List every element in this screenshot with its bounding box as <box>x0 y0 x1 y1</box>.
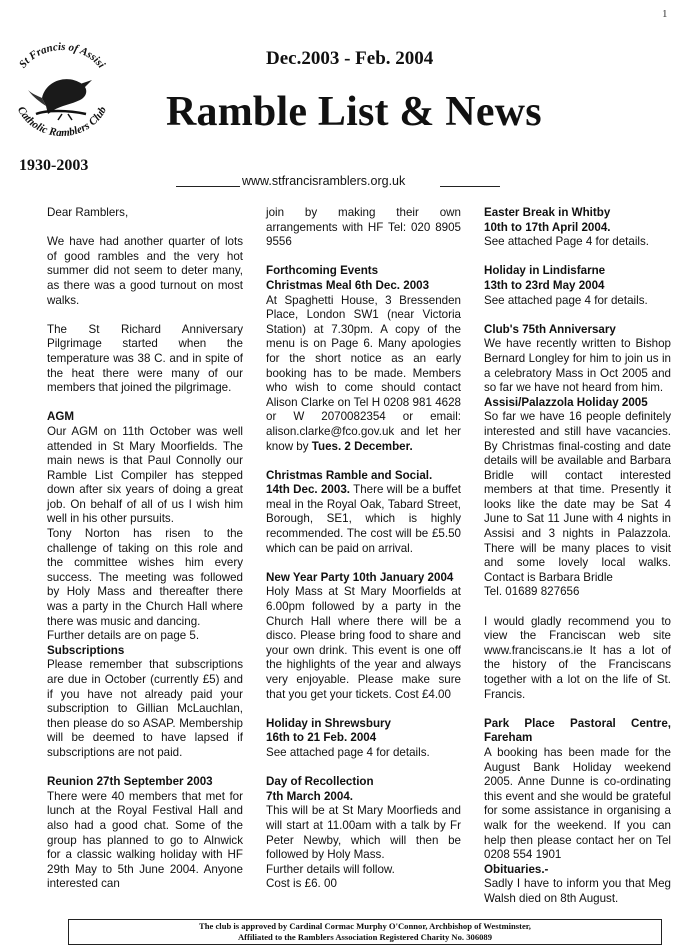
whitby-body: See attached Page 4 for details. <box>484 235 650 249</box>
obituaries-heading: Obituaries.- <box>484 862 549 876</box>
christmas-meal-section <box>266 264 461 454</box>
assisi-body: So far we have 16 people definitely interested and still have vacancies. By Christmas final-costing and date details will be available and Barbara Bridle will contact interested members at that time. Presently it looks like the date may be Sat 4 June to Sat 11 June with 4 nights in Assisi and 3 nights in Palazzola. There will be many places to visit and some lovely local walks. Contact is Barbara Bridle <box>484 410 671 584</box>
christmas-ramble-body: There will be a buffet meal in the Royal Oak, Tabard Street, Borough, SE1, which is highly recommended. The cost will be £5.50 which can be paid on arrival. <box>266 483 461 555</box>
subscriptions-heading: Subscriptions <box>47 643 125 657</box>
recollection-date: 7th March 2004. <box>266 789 353 803</box>
page-marker: 1 <box>662 8 668 20</box>
obituaries-body: Sadly I have to inform you that Meg Walsh died on 8th August. <box>484 877 671 905</box>
franciscan-paragraph: I would gladly recommend you to view the Franciscan web site www.franciscans.ie It has a lot of the history of the Franciscans together with a lot on the life of St. Francis. <box>484 614 671 701</box>
intro-paragraph: We have had another quarter of lots of good rambles and the very hot summer did not seem to deter many, as there was a good turnout on most walks. <box>47 235 243 307</box>
recollection-body: This will be at St Mary Moorfieds and will start at 11.00am with a talk by Fr Peter Newby, which will then be followed by Holy Mass. <box>266 804 461 862</box>
reunion-continued: join by making their own arrangements with HF Tel: 020 8905 9556 <box>266 206 461 249</box>
url-rule-right <box>440 186 500 187</box>
footer-line-1: The club is approved by Cardinal Cormac Murphy O'Connor, Archbishop of Westminster, <box>199 921 531 931</box>
christmas-meal-deadline: Tues. 2 December. <box>311 439 413 453</box>
column-1 <box>47 206 243 907</box>
shrewsbury-dates: 16th to 21 Feb. 2004 <box>266 731 377 745</box>
new-year-heading: New Year Party 10th January 2004 <box>266 570 454 584</box>
park-place-section <box>484 717 671 863</box>
shrewsbury-section <box>266 717 461 761</box>
assisi-section <box>484 396 671 600</box>
anniversary-section <box>484 323 671 396</box>
christmas-ramble-date: 14th Dec. 2003. <box>266 483 351 497</box>
footer-line-2: Affiliated to the Ramblers Association Registered Charity No. 306089 <box>237 932 493 942</box>
recollection-heading: Day of Recollection <box>266 775 374 789</box>
club-years: 1930-2003 <box>19 157 89 174</box>
column-2 <box>266 206 461 892</box>
christmas-ramble-heading: Christmas Ramble and Social. <box>266 468 433 482</box>
column-3 <box>484 206 671 907</box>
greeting: Dear Ramblers, <box>47 206 129 219</box>
subscriptions-section <box>47 644 243 761</box>
club-logo <box>2 40 122 140</box>
new-year-body: Holy Mass at St Mary Moorfields at 6.00pm followed by a party in the Church Hall where there will be a disco. Please bring food to share and your own drink. This event is one off the highlights of the year and always very enjoyable. Please make sure that you get your tickets. Cost £4.00 <box>266 585 461 701</box>
whitby-heading: Easter Break in Whitby <box>484 206 611 219</box>
christmas-meal-heading: Christmas Meal 6th Dec. 2003 <box>266 278 430 292</box>
svg-text:Catholic Ramblers Club: Catholic Ramblers Club <box>14 104 110 140</box>
shrewsbury-heading: Holiday in Shrewsbury <box>266 716 391 730</box>
park-place-body: A booking has been made for the August Bank Holiday weekend 2005. Anne Dunne is co-ordinating this event and she would be grateful for some assistance in organising a walk for the weekend. If you can help then please contact her on Tel 0208 554 1901 <box>484 745 671 862</box>
reunion-heading: Reunion 27th September 2003 <box>47 775 213 789</box>
lindisfarne-heading: Holiday in Lindisfarne <box>484 264 606 278</box>
new-year-section <box>266 571 461 702</box>
whitby-dates: 10th to 17th April 2004. <box>484 220 611 234</box>
assisi-heading: Assisi/Palazzola Holiday 2005 <box>484 395 648 409</box>
footer-box <box>68 919 662 945</box>
christmas-ramble-section <box>266 469 461 557</box>
anniversary-body: We have recently written to Bishop Bernard Longley for him to join us in a celebratory Mass in Oct 2005 and so far we have not heard from him. <box>484 337 671 395</box>
assisi-tel: Tel. 01689 827656 <box>484 585 580 599</box>
recollection-body-2: Further details will follow. <box>266 862 395 876</box>
obituaries-section <box>484 863 671 907</box>
subscriptions-body: Please remember that subscriptions are due in October (currently £5) and if you have not already paid your subscription to Gillian McLauchlan, then please do so ASAP. Membership will be deemed to have lapsed if subscriptions are not paid. <box>47 658 243 759</box>
reunion-body: There were 40 members that met for lunch at the Royal Festival Hall and also had a good chat. Some of the group has planned to go to Alnwick for a classic walking holiday with HF 29th May to 5th June 2004. Anyone interested can <box>47 789 243 891</box>
christmas-meal-body: At Spaghetti House, 3 Bressenden Place, London SW1 (near Victoria Station) at 7.30pm. A copy of the menu is on Page 6. Many apologies for the short notice as an early booking has to be made. Members who wish to come should contact Alison Clarke on Tel H 0208 981 4628 or W 2070082354 or email: alison.clarke@fco.gov.uk and let her know by <box>266 293 461 453</box>
lindisfarne-body: See attached page 4 for details. <box>484 293 648 307</box>
anniversary-heading: Club's 75th Anniversary <box>484 322 616 336</box>
reunion-section <box>47 775 243 892</box>
recollection-section <box>266 775 461 863</box>
events-heading: Forthcoming Events <box>266 264 379 278</box>
lindisfarne-dates: 13th to 23rd May 2004 <box>484 278 605 292</box>
agm-body-2: Tony Norton has risen to the challenge of taking on this role and the committee wishes him every success. The meeting was followed by Holy Mass and thereafter there was a party in the Church Hall where there was music and dancing. <box>47 527 243 628</box>
newsletter-dates: Dec.2003 - Feb. 2004 <box>266 48 434 69</box>
pilgrimage-paragraph: The St Richard Anniversary Pilgrimage started when the temperature was 38 C. and in spite of the heat there were many of our members that joined the pilgrimage. <box>47 322 243 395</box>
website-url[interactable]: www.stfrancisramblers.org.uk <box>242 174 406 188</box>
lindisfarne-section <box>484 264 671 308</box>
svg-text:St Francis of Assisi: St Francis of Assisi <box>16 40 108 71</box>
url-rule-left <box>176 186 240 187</box>
agm-body-3: Further details are on page 5. <box>47 629 200 643</box>
agm-body: Our AGM on 11th October was well attended in St Mary Moorfields. The main news is that Paul Connolly our Ramble List Compiler has stepped down after six years of doing a great job. On behalf of all of us I wish him well in his other pursuits. <box>47 424 243 526</box>
agm-section <box>47 410 243 527</box>
whitby-section <box>484 206 671 250</box>
shrewsbury-body: See attached page 4 for details. <box>266 745 430 759</box>
newsletter-title: Ramble List & News <box>166 89 542 135</box>
agm-heading: AGM <box>47 410 75 424</box>
park-place-heading: Park Place Pastoral Centre, Fareham <box>484 716 671 745</box>
recollection-cost: Cost is £6. 00 <box>266 877 337 891</box>
